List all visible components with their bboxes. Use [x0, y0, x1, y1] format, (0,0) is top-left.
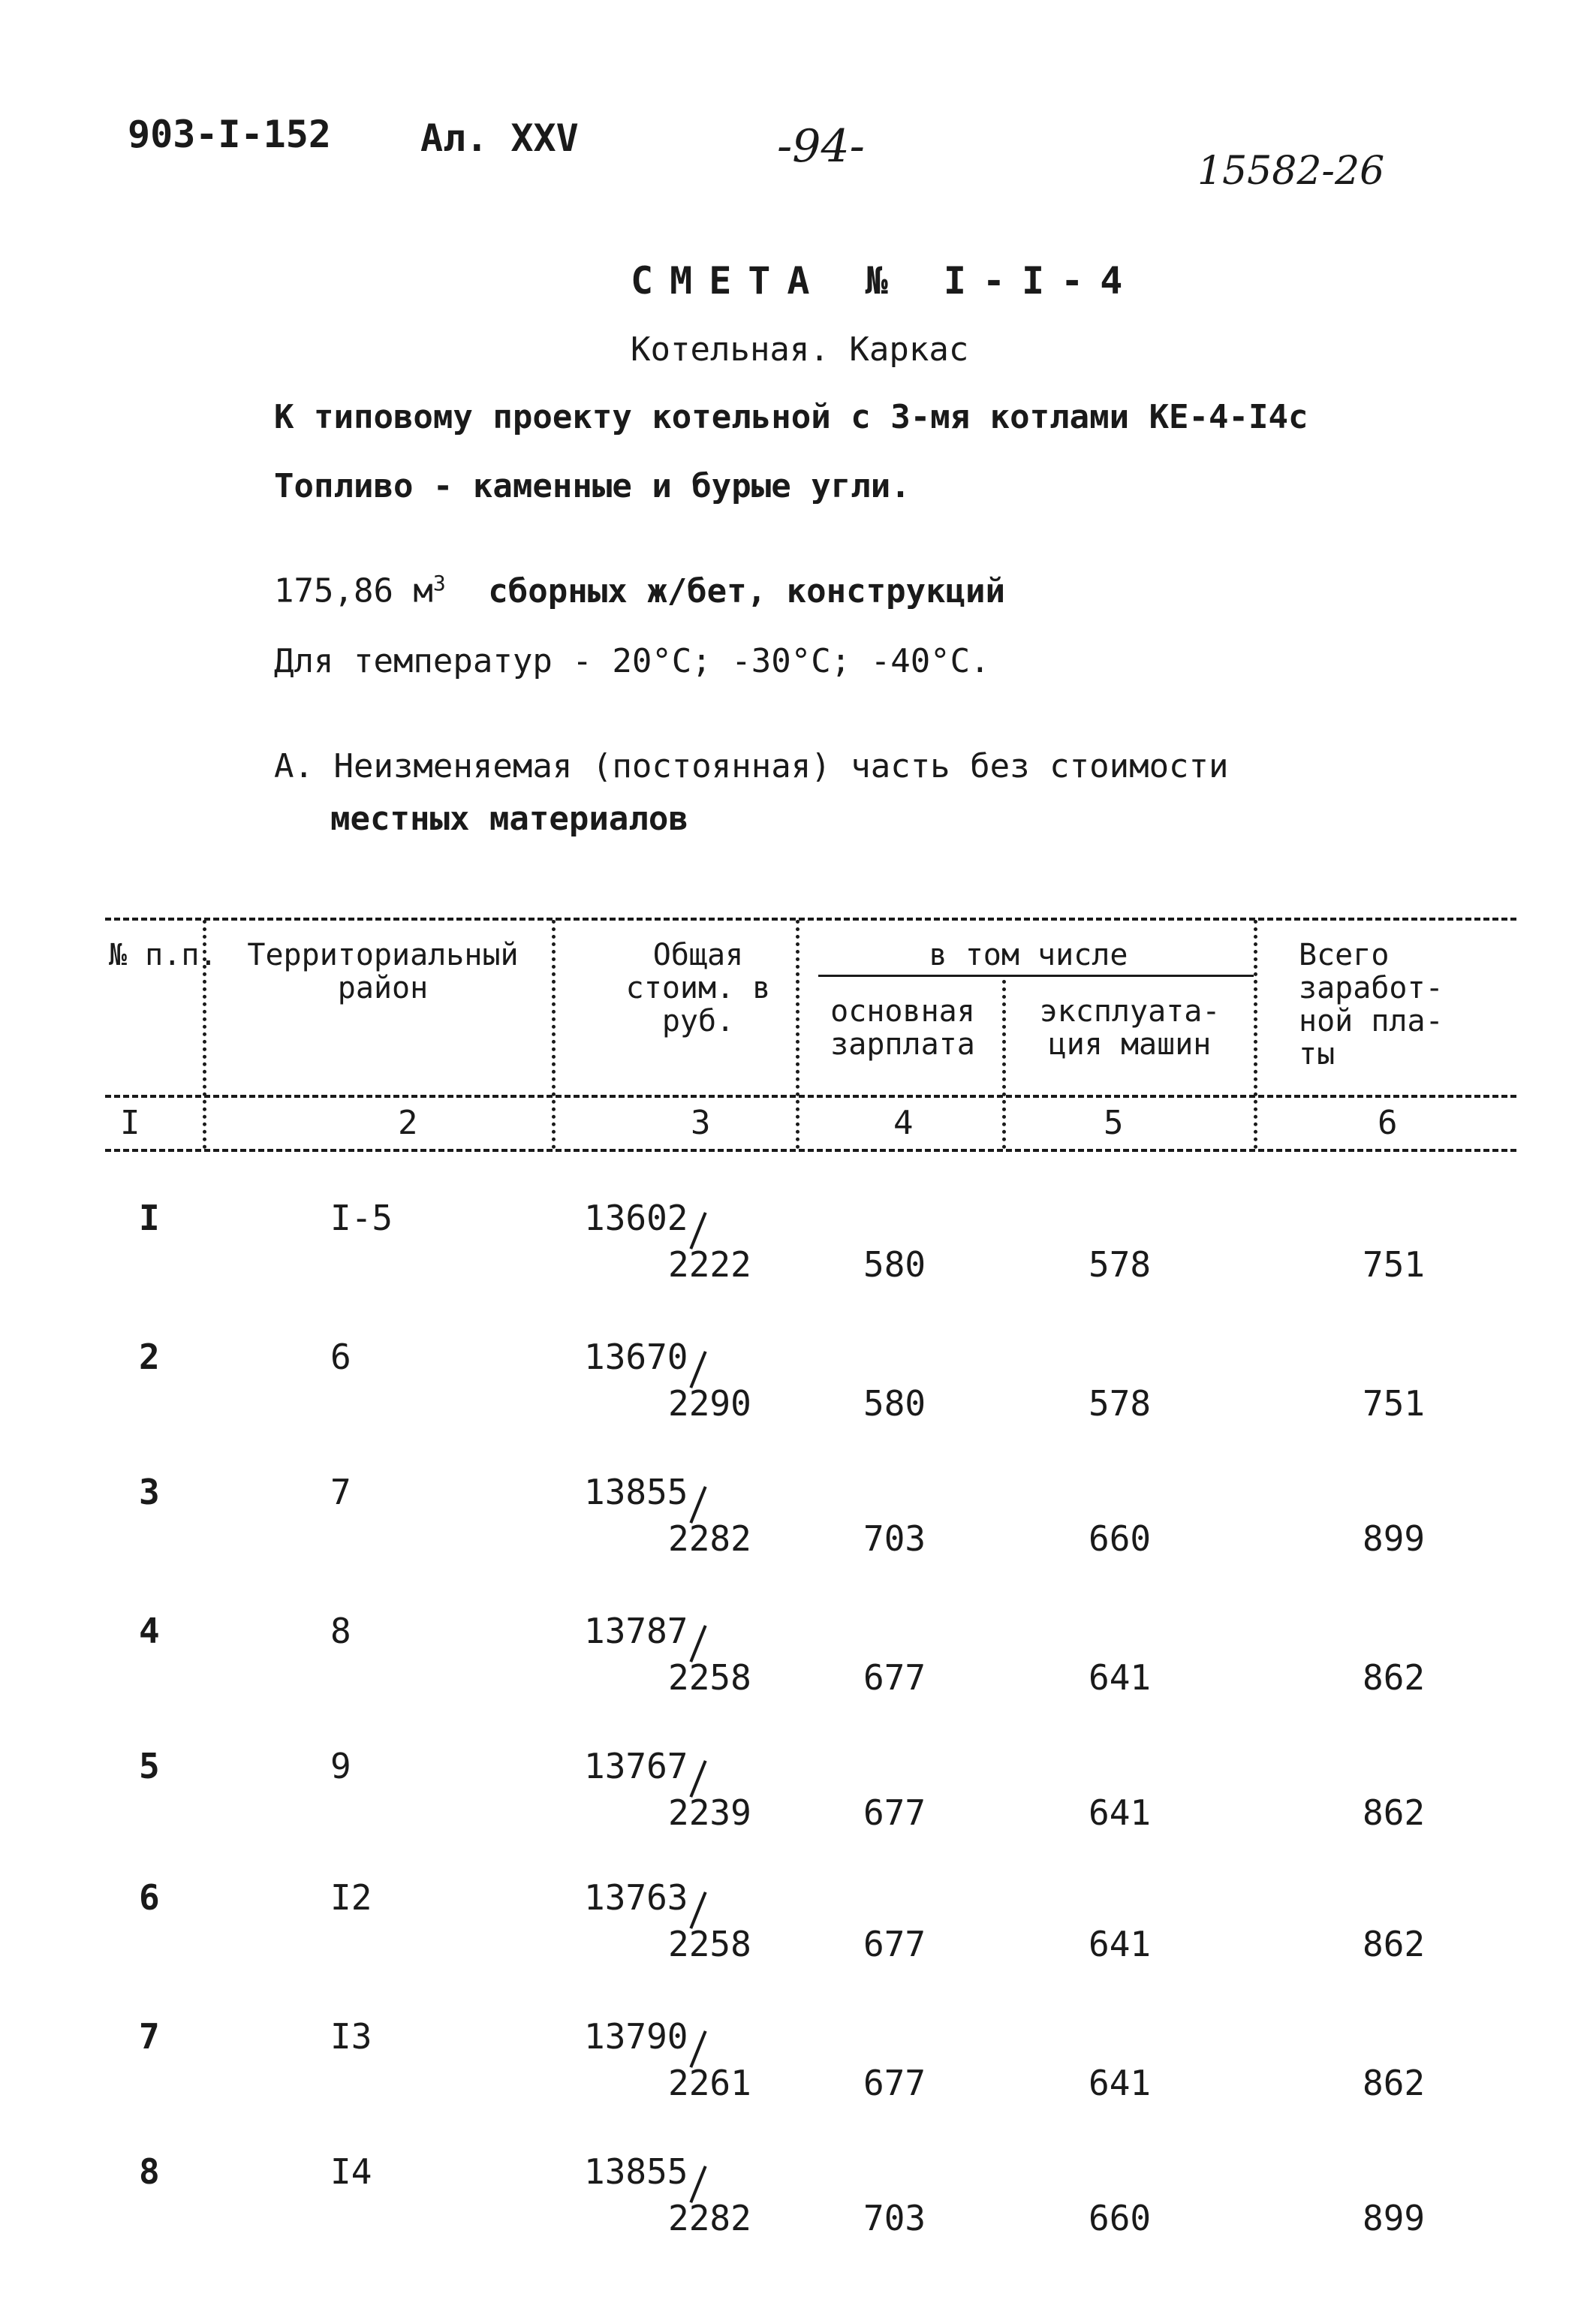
header-total-cost: Общая стоим. в руб. [625, 938, 771, 1038]
row-base-salary: 703 [863, 2198, 926, 2238]
table-column-numbers-rule [105, 1149, 1516, 1152]
header-including: в том числе [929, 938, 1128, 972]
including-underline [818, 975, 1254, 977]
header-total-wages: Всего заработ- ной пла- ты [1299, 938, 1444, 1072]
row-total-cost-top: 13787 [584, 1611, 688, 1651]
row-total-cost-bottom: 2258 [668, 1657, 751, 1698]
row-total-cost-bottom: 2290 [668, 1383, 751, 1424]
header-region: Территориальный район [247, 938, 519, 1005]
column-number: 2 [398, 1104, 418, 1142]
row-number: I [139, 1198, 160, 1238]
estimate-title: СМЕТА № I-I-4 [631, 259, 1140, 303]
album-number: Ал. XXV [420, 116, 579, 160]
project-description: К типовому проекту котельной с 3-мя котлами КЕ-4-I4с [274, 398, 1308, 436]
row-number: 4 [139, 1611, 160, 1651]
row-total-cost-top: 13602 [584, 1198, 688, 1238]
section-a-heading-continued: местных материалов [330, 800, 688, 838]
row-base-salary: 677 [863, 1924, 926, 1964]
row-base-salary: 703 [863, 1518, 926, 1559]
column-divider [1254, 920, 1257, 1149]
row-base-salary: 580 [863, 1244, 926, 1285]
row-total-cost-bottom: 2258 [668, 1924, 751, 1964]
row-region: I4 [330, 2151, 372, 2192]
row-machines: 641 [1089, 2063, 1152, 2103]
header-base-salary: основная зарплата [830, 994, 975, 1062]
row-region: I-5 [330, 1198, 393, 1238]
row-machines: 641 [1089, 1792, 1152, 1833]
header-number: № п.п. [109, 938, 218, 972]
table-top-rule [105, 918, 1516, 921]
row-region: 6 [330, 1337, 351, 1377]
row-machines: 641 [1089, 1657, 1152, 1698]
row-machines: 578 [1089, 1383, 1152, 1424]
row-region: 9 [330, 1746, 351, 1786]
column-number: I [120, 1104, 140, 1142]
row-total-wages: 899 [1363, 1518, 1426, 1559]
row-total-wages: 751 [1363, 1383, 1426, 1424]
volume-unit-exponent: 3 [432, 571, 446, 595]
row-total-cost-top: 13855 [584, 2151, 688, 2192]
volume-value: 175,86 м [274, 571, 433, 610]
row-total-wages: 751 [1363, 1244, 1426, 1285]
row-machines: 578 [1089, 1244, 1152, 1285]
row-base-salary: 677 [863, 1792, 926, 1833]
row-number: 6 [139, 1877, 160, 1918]
row-total-cost-top: 13763 [584, 1877, 688, 1918]
fuel-description: Топливо - каменные и бурые угли. [274, 467, 911, 505]
row-machines: 641 [1089, 1924, 1152, 1964]
column-divider [796, 920, 800, 1149]
column-number: 5 [1104, 1104, 1124, 1142]
row-region: 7 [330, 1472, 351, 1512]
row-total-wages: 862 [1363, 2063, 1426, 2103]
column-divider [1002, 980, 1006, 1149]
estimate-subtitle: Котельная. Каркас [631, 330, 969, 369]
row-total-cost-top: 13790 [584, 2016, 688, 2057]
row-total-cost-bottom: 2282 [668, 1518, 751, 1559]
column-divider [552, 920, 556, 1149]
row-total-wages: 862 [1363, 1792, 1426, 1833]
table-header-rule [105, 1095, 1516, 1098]
row-total-wages: 862 [1363, 1924, 1426, 1964]
row-base-salary: 677 [863, 1657, 926, 1698]
row-number: 7 [139, 2016, 160, 2057]
row-number: 8 [139, 2151, 160, 2192]
row-total-cost-top: 13767 [584, 1746, 688, 1786]
row-total-wages: 899 [1363, 2198, 1426, 2238]
row-total-wages: 862 [1363, 1657, 1426, 1698]
row-machines: 660 [1089, 1518, 1152, 1559]
column-number: 3 [691, 1104, 711, 1142]
section-a-heading: А. Неизменяемая (постоянная) часть без стоимости [274, 747, 1229, 785]
row-total-cost-bottom: 2261 [668, 2063, 751, 2103]
document-code: 903-I-152 [128, 113, 331, 156]
volume-description: сборных ж/бет, конструкций [488, 571, 1006, 610]
row-base-salary: 580 [863, 1383, 926, 1424]
row-total-cost-top: 13670 [584, 1337, 688, 1377]
header-machines: эксплуата- ция машин [1039, 994, 1221, 1062]
volume-line [274, 571, 1005, 610]
row-number: 3 [139, 1472, 160, 1512]
row-total-cost-top: 13855 [584, 1472, 688, 1512]
row-machines: 660 [1089, 2198, 1152, 2238]
row-region: I3 [330, 2016, 372, 2057]
row-total-cost-bottom: 2239 [668, 1792, 751, 1833]
row-number: 5 [139, 1746, 160, 1786]
row-total-cost-bottom: 2282 [668, 2198, 751, 2238]
column-number: 6 [1378, 1104, 1398, 1142]
row-base-salary: 677 [863, 2063, 926, 2103]
page-number: -94- [777, 120, 865, 173]
temperatures-line: Для температур - 20°C; -30°C; -40°C. [274, 642, 990, 680]
inventory-number: 15582-26 [1197, 149, 1385, 194]
row-number: 2 [139, 1337, 160, 1377]
row-total-cost-bottom: 2222 [668, 1244, 751, 1285]
row-region: 8 [330, 1611, 351, 1651]
row-region: I2 [330, 1877, 372, 1918]
column-number: 4 [893, 1104, 914, 1142]
